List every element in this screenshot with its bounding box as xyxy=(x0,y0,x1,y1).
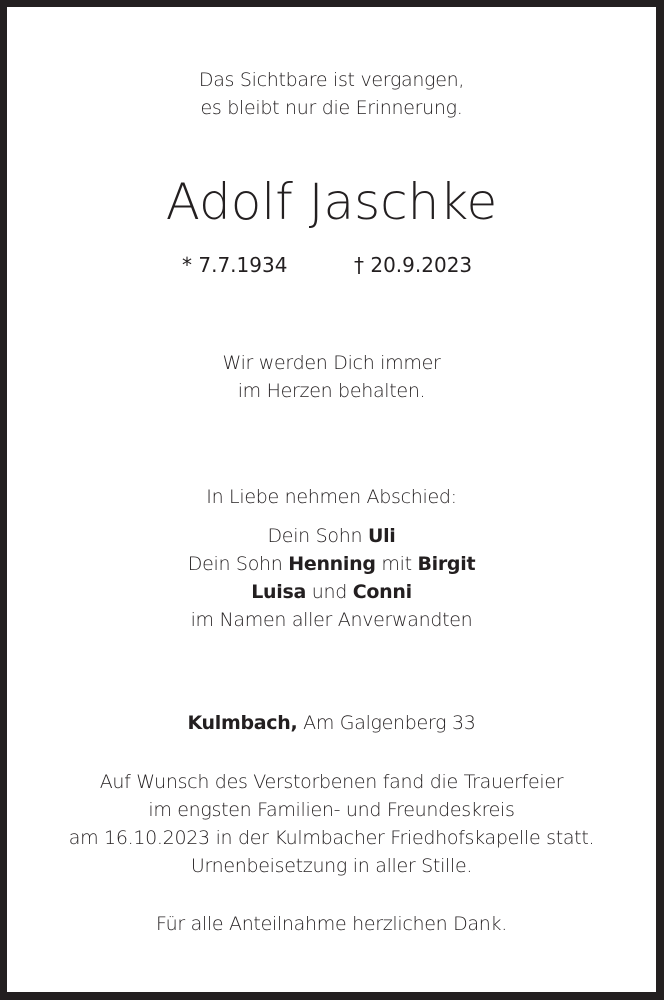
quote-line-2: im Herzen behalten. xyxy=(237,380,426,402)
mourner-name-luisa: Luisa xyxy=(251,581,306,603)
funeral-info-line-3: am 16.10.2023 in der Kulmbacher Friedhofskapelle statt. xyxy=(68,827,595,849)
mourner-name-birgit: Birgit xyxy=(417,553,476,575)
deceased-name: Adolf Jaschke xyxy=(165,173,498,231)
mourner-text: Dein Sohn xyxy=(267,525,368,547)
funeral-info-line-1: Auf Wunsch des Verstorbenen fand die Trauerfeier xyxy=(99,771,564,793)
address-street: Am Galgenberg 33 xyxy=(297,712,476,734)
obituary-notice xyxy=(7,7,656,992)
quote-line-1: Wir werden Dich immer xyxy=(222,352,441,374)
mourner-line-2 xyxy=(7,553,656,575)
mourner-line-3 xyxy=(7,581,656,603)
motto-line-2: es bleibt nur die Erinnerung. xyxy=(200,97,463,119)
farewell-intro: In Liebe nehmen Abschied: xyxy=(206,486,457,508)
funeral-info-line-4: Urnenbeisetzung in aller Stille. xyxy=(190,855,473,877)
birth-date: * 7.7.1934 xyxy=(182,253,288,277)
address-city: Kulmbach, xyxy=(187,712,298,734)
mourner-name-uli: Uli xyxy=(367,525,396,547)
motto-line-1: Das Sichtbare ist vergangen, xyxy=(198,69,465,91)
mourner-text: mit xyxy=(375,553,418,575)
address xyxy=(7,712,656,734)
mourner-text: Dein Sohn xyxy=(187,553,289,575)
mourner-line-1 xyxy=(7,525,656,547)
funeral-info-line-2: im engsten Familien- und Freundeskreis xyxy=(148,799,515,821)
mourner-line-4: im Namen aller Anverwandten xyxy=(190,609,473,631)
thanks-line: Für alle Anteilnahme herzlichen Dank. xyxy=(155,913,507,935)
mourner-name-henning: Henning xyxy=(288,553,376,575)
death-date: † 20.9.2023 xyxy=(354,253,473,277)
mourner-text: und xyxy=(305,581,353,603)
mourner-name-conni: Conni xyxy=(352,581,412,603)
